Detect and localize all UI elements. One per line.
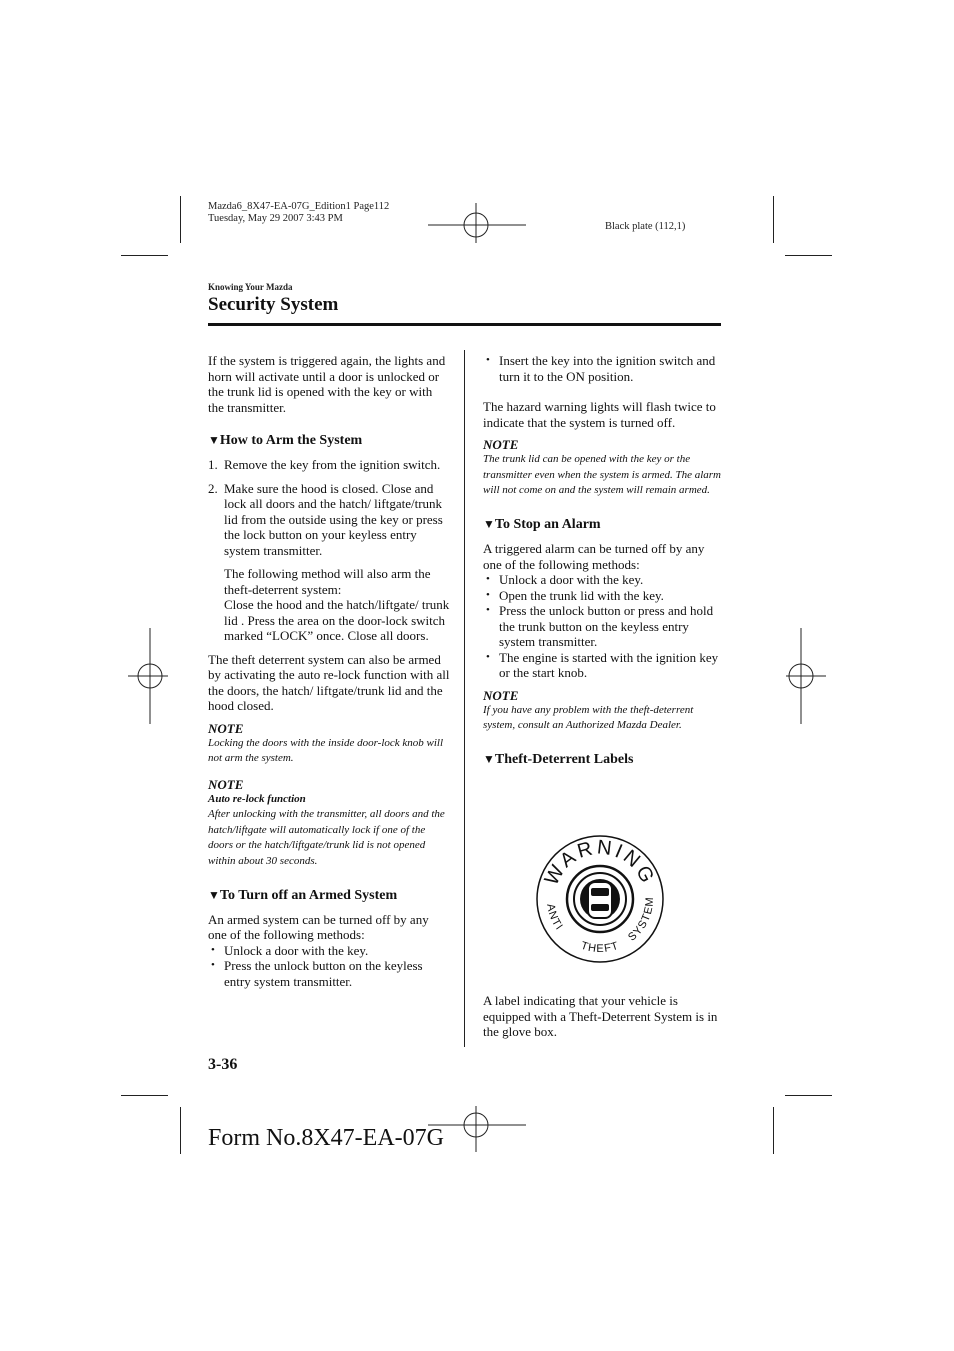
crop-mark: [121, 255, 168, 256]
right-column: [483, 353, 723, 768]
step-number: 2.: [208, 480, 218, 496]
list-item: [483, 353, 723, 384]
anti-theft-label-illustration: [533, 832, 667, 966]
turn-off-heading: [208, 887, 450, 904]
auto-relock-paragraph: The theft deterrent system can also be armed by activating the auto re-lock function with all the doors, the hatch/ liftgate/trunk lid and the hood closed.: [208, 651, 450, 713]
note-label: NOTE: [208, 720, 244, 736]
step-text: Make sure the hood is closed. Close and lock all doors and the hatch/ liftgate/trunk lid from the outside using the key or press the lock button on your keyless entry system transmitter.: [224, 480, 443, 558]
bullet-text: Unlock a door with the key.: [224, 942, 369, 958]
print-header-line2: Tuesday, May 29 2007 3:43 PM: [208, 213, 343, 224]
bullet-icon: •: [486, 604, 490, 617]
list-item: [483, 572, 723, 588]
column-divider: [464, 350, 465, 1047]
labels-heading: [483, 751, 723, 768]
turn-off-heading-text: To Turn off an Armed System: [219, 887, 398, 903]
stop-alarm-heading: [483, 516, 723, 533]
bullet-text: Press the unlock button or press and hold the trunk button on the keyless entry system transmitter.: [499, 603, 714, 650]
stop-alarm-heading-text: To Stop an Alarm: [494, 517, 601, 533]
intro-paragraph: If the system is triggered again, the lights and horn will activate until a door is unlocked or the trunk lid is opened with the key or with the transmitter.: [208, 353, 446, 415]
left-column: [208, 353, 450, 989]
registration-mark-top: [428, 203, 526, 243]
print-header-line1: Mazda6_8X47-EA-07G_Edition1 Page112: [208, 201, 390, 212]
car-icon: [584, 882, 616, 918]
page-number: 3-36: [208, 1056, 238, 1073]
stop-alarm-intro: A triggered alarm can be turned off by any one of the following methods:: [483, 541, 705, 572]
badge-top-text: WARNING: [540, 836, 660, 889]
list-item: [208, 481, 450, 559]
bullet-icon: •: [211, 959, 215, 972]
bullet-icon: •: [486, 573, 490, 586]
crop-mark: [180, 196, 181, 243]
note-label: NOTE: [483, 687, 519, 703]
registration-mark-right: [786, 628, 826, 724]
note-text: The trunk lid can be opened with the key or the transmitter even when the system is armed. The alarm will not come on and the system will remain armed.: [483, 453, 721, 497]
plate-label: Black plate (112,1): [605, 221, 686, 232]
crop-mark: [121, 1095, 168, 1096]
print-header: [208, 201, 389, 225]
bullet-text: The engine is started with the ignition key or the start knob.: [499, 649, 719, 681]
note-subheading: Auto re-lock function: [208, 792, 306, 805]
crop-mark: [180, 1107, 181, 1154]
label-caption: A label indicating that your vehicle is equipped with a Theft-Deterrent System is in the glove box.: [483, 993, 718, 1039]
step-number: 1.: [208, 457, 218, 472]
alt-method-line2: Close the hood and the hatch/liftgate/ trunk lid . Press the area on the door-lock switch marked “LOCK” once. Close all doors.: [224, 597, 450, 643]
note-label: NOTE: [208, 776, 244, 792]
badge-right-text: SYSTEM: [626, 896, 657, 944]
note-text: Locking the doors with the inside door-lock knob will not arm the system.: [208, 736, 444, 765]
step-text: Remove the key from the ignition switch.: [224, 457, 441, 472]
registration-mark-left: [128, 628, 168, 724]
list-item: [208, 457, 450, 473]
bullet-icon: •: [486, 588, 490, 601]
form-number: Form No.8X47-EA-07G: [208, 1125, 444, 1151]
crop-mark: [773, 196, 774, 243]
hazard-paragraph: The hazard warning lights will flash twice to indicate that the system is turned off.: [483, 399, 716, 430]
bullet-text: Press the unlock button on the keyless entry system transmitter.: [224, 958, 423, 989]
bullet-icon: •: [486, 650, 490, 663]
triangle-icon: ▼: [208, 433, 220, 447]
list-item: [208, 958, 450, 989]
alt-method-line1: The following method will also arm the theft-deterrent system:: [224, 566, 431, 597]
badge-left-text: ANTI: [544, 902, 566, 933]
arm-heading-text: How to Arm the System: [219, 433, 363, 448]
note-text: After unlocking with the transmitter, all doors and the hatch/liftgate will automatically lock if one of the doors or the hatch/liftgate/trunk lid is not opened within about 30 seconds.: [208, 807, 445, 868]
turn-off-intro: An armed system can be turned off by any one of the following methods:: [208, 911, 429, 943]
bullet-text: Unlock a door with the key.: [499, 572, 644, 588]
crop-mark: [785, 255, 832, 256]
crop-mark: [785, 1095, 832, 1096]
list-item: [483, 603, 723, 650]
note-text: If you have any problem with the theft-deterrent system, consult an Authorized Mazda Dealer.: [483, 703, 694, 732]
list-item: [483, 588, 723, 604]
crop-mark: [773, 1107, 774, 1154]
list-item: [208, 943, 450, 959]
page-title: Security System: [208, 294, 339, 315]
triangle-icon: ▼: [483, 517, 495, 532]
note-label: NOTE: [483, 437, 519, 452]
triangle-icon: ▼: [208, 887, 220, 902]
bullet-text: Open the trunk lid with the key.: [499, 587, 664, 603]
labels-heading-text: Theft-Deterrent Labels: [494, 752, 634, 768]
bullet-icon: •: [486, 354, 490, 366]
bullet-text: Insert the key into the ignition switch and turn it to the ON position.: [499, 353, 716, 384]
title-rule: [208, 323, 721, 326]
badge-bottom-text: THEFT: [579, 939, 621, 956]
section-label: Knowing Your Mazda: [208, 282, 293, 292]
list-item: [483, 650, 723, 681]
bullet-icon: •: [211, 943, 215, 956]
alt-method: [208, 566, 450, 644]
triangle-icon: ▼: [483, 752, 495, 767]
arm-heading: [208, 432, 450, 449]
